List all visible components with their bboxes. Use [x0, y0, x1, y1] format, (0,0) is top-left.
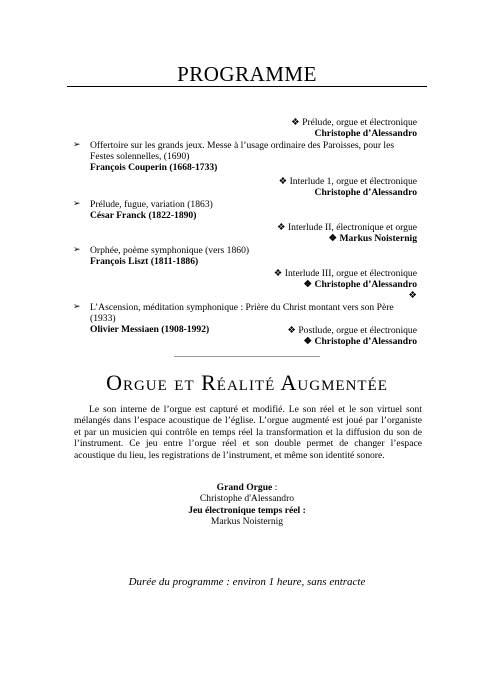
work-title: Offertoire sur les grands jeux. Messe à l’usage ordinaire des Paroisses, pour les Festes solennelles, (1690) — [90, 140, 395, 162]
programme-item-postlude — [287, 325, 417, 336]
performer-name: Christophe d’Alessandro — [314, 279, 417, 290]
programme-item-interlude-1 — [279, 176, 417, 187]
programme-item-liszt — [90, 245, 420, 267]
performer — [304, 336, 417, 347]
bullet-icon: ❖ — [408, 290, 417, 301]
credit-role: Jeu électronique temps réel : — [188, 504, 306, 516]
performer: Christophe d’Alessandro — [314, 128, 417, 139]
item-text: Prélude, orgue et électronique — [302, 117, 417, 128]
arrow-bullet-icon: ➢ — [73, 244, 81, 254]
composer: François Couperin (1668-1733) — [90, 162, 218, 173]
programme-item-interlude-3 — [274, 268, 417, 279]
programme-item-franck — [90, 199, 420, 221]
programme-item-couperin — [90, 140, 420, 173]
composer: François Liszt (1811-1886) — [90, 256, 199, 267]
work-title: L’Ascension, méditation symphonique : Prière du Christ montant vers son Père (1933) — [90, 302, 394, 324]
bullet-icon: ❖ — [287, 325, 296, 336]
item-text: Interlude 1, orgue et électronique — [289, 176, 417, 187]
programme-item-interlude-2 — [277, 222, 417, 233]
bullet-icon: ❖ — [291, 117, 300, 128]
arrow-bullet-icon: ➢ — [73, 139, 81, 149]
bullet-icon: ❖ — [273, 268, 283, 279]
work-title: Prélude, fugue, variation (1863) — [90, 199, 213, 210]
arrow-bullet-icon: ➢ — [73, 301, 81, 311]
programme-item-prelude — [291, 117, 417, 128]
performer-name: Christophe d’Alessandro — [314, 336, 417, 347]
performer — [328, 233, 417, 244]
credit-name: Christophe d'Alessandro — [199, 493, 295, 505]
performer — [304, 279, 417, 290]
credit-name: Markus Noisternig — [210, 516, 284, 528]
section-divider — [174, 356, 320, 357]
bullet-icon: ❖ — [278, 176, 288, 187]
credit-role: Grand Orgue — [216, 482, 273, 493]
page-title: PROGRAMME — [177, 62, 317, 86]
work-title: Orphée, poème symphonique (vers 1860) — [90, 245, 250, 256]
arrow-bullet-icon: ➢ — [73, 198, 81, 208]
performer-name: Markus Noisternig — [339, 233, 417, 244]
item-text: Interlude II, électronique et orgue — [287, 222, 417, 233]
title-underline — [67, 86, 427, 87]
description-paragraph: Le son interne de l’orgue est capturé et modifié. Le son réel et le son virtuel sont mélangés dans l’espace acoustique de l’église. L’orgue augmenté est joué par l’organiste et par un musicien qui contrôle en temps réel la transformation et la diffusion du son de l’instrument. Ce jeu entre l’orgue réel et son double permet de changer l’espace acoustique du lieu, les registrations de l’instrument, et même son identité sonore. — [74, 404, 422, 461]
credit-role-suffix: : — [272, 482, 278, 493]
composer: César Franck (1822-1890) — [90, 210, 197, 221]
bullet-icon: ❖ — [276, 222, 286, 233]
bullet-icon: ❖ — [303, 336, 313, 347]
item-text: Postlude, orgue et électronique — [298, 325, 417, 336]
performer: Christophe d’Alessandro — [314, 187, 417, 198]
duration-note: Durée du programme : environ 1 heure, sans entracte — [128, 576, 366, 588]
section-title: Orgue et Réalité Augmentée — [106, 370, 388, 395]
composer: Olivier Messiaen (1908-1992) — [90, 324, 210, 335]
bullet-icon: ❖ — [303, 279, 313, 290]
item-text: Interlude III, orgue et électronique — [284, 268, 417, 279]
credits — [0, 482, 494, 528]
bullet-icon: ❖ — [328, 233, 338, 244]
